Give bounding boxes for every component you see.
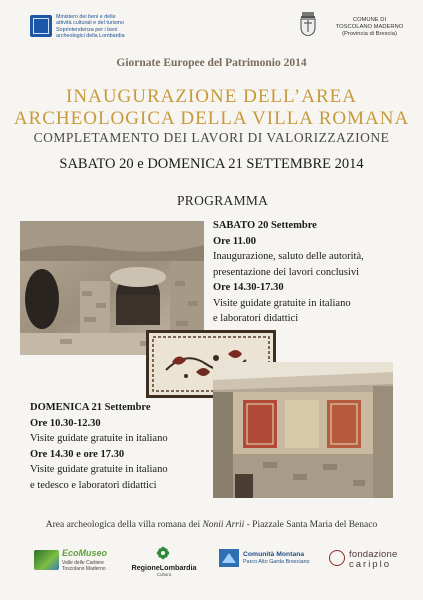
ministry-logo: [30, 15, 52, 37]
giornate-heading: Giornate Europee del Patrimonio 2014: [116, 57, 307, 69]
event-dates: SABATO 20 e DOMENICA 21 SETTEMBRE 2014: [59, 156, 364, 172]
comune-line: (Provincia di Brescia): [342, 31, 397, 37]
sunday-day: DOMENICA 21 Settembre: [30, 402, 151, 413]
regione-rose-icon: [156, 546, 170, 560]
comune-text: [327, 17, 412, 38]
programma-heading: PROGRAMMA: [177, 193, 269, 208]
sunday-desc-2a: Visite guidate gratuite in italiano: [30, 464, 168, 475]
saturday-desc-1a: Inaugurazione, saluto delle autorità,: [213, 251, 364, 262]
fondazione-line-2: cariplo: [349, 559, 391, 570]
saturday-day: SABATO 20 Settembre: [213, 220, 317, 231]
ministry-line: Ministero dei beni e delle: [56, 14, 116, 20]
ministry-text: [56, 14, 146, 39]
ministry-line: archeologici della Lombardia: [56, 32, 125, 39]
ecomuseo-subtitle: [62, 560, 122, 572]
regione-name: RegioneLombardia: [131, 563, 197, 572]
ministry-line: attività culturali e del turismo: [56, 20, 125, 27]
saturday-time-2: Ore 14.30-17.30: [213, 282, 284, 293]
comune-crest-icon: [299, 12, 317, 36]
fondazione-cariplo-logo: [329, 546, 414, 580]
ecomuseo-mark-icon: [34, 550, 59, 570]
ecomuseo-title: EcoMuseo: [62, 548, 108, 558]
comunita-name: Comunità Montana: [243, 551, 305, 558]
title-line-2: ARCHEOLOGICA DELLA VILLA ROMANA: [13, 108, 410, 129]
comune-line: COMUNE DI: [352, 17, 387, 23]
fondazione-line-1: fondazione: [349, 549, 398, 560]
subtitle: COMPLETAMENTO DEI LAVORI DI VALORIZZAZIONE: [33, 130, 390, 145]
sunday-time-2: Ore 14.30 e ore 17.30: [30, 448, 125, 460]
regione-sub: Cultura: [156, 572, 172, 577]
sunday-time-1: Ore 10.30-12.30: [30, 417, 101, 429]
saturday-time-1: Ore 11.00: [213, 235, 256, 247]
sunday-desc-2b: e tedesco e laboratori didattici: [30, 479, 157, 491]
location-line: [0, 520, 423, 530]
title-line-1: INAUGURAZIONE DELL’AREA: [66, 86, 357, 107]
comune-line: TOSCOLANO MADERNO: [335, 24, 404, 30]
ecomuseo-sub-2: Toscolano Maderno: [62, 566, 106, 572]
comunita-montana-logo: [219, 546, 324, 580]
location-prefix: Area archeologica della villa romana dei: [45, 520, 203, 530]
ecomuseo-logo: [34, 546, 114, 580]
sunday-desc-1: Visite guidate gratuite in italiano: [30, 433, 168, 444]
comunita-mountain-icon: [219, 549, 239, 567]
ecomuseo-sub-1: Valle delle Cartiere: [62, 560, 104, 566]
saturday-desc-2a: Visite guidate gratuite in italiano: [213, 297, 351, 309]
saturday-program: [213, 218, 413, 327]
fondazione-circle-icon: [329, 550, 345, 566]
regione-lombardia-logo: [124, 546, 204, 580]
saturday-desc-2b: e laboratori didattici: [213, 313, 299, 324]
location-suffix: - Piazzale Santa Maria del Benaco: [244, 520, 378, 530]
saturday-desc-1b: presentazione dei lavori conclusivi: [213, 266, 360, 278]
location-name: Nonii Arrii: [202, 520, 245, 530]
fresco-room-photo: [213, 362, 393, 498]
comunita-sub: Parco Alto Garda Bresciano: [243, 559, 310, 565]
sunday-program: [30, 400, 220, 493]
ministry-line: Soprintendenza per i beni: [56, 26, 118, 33]
